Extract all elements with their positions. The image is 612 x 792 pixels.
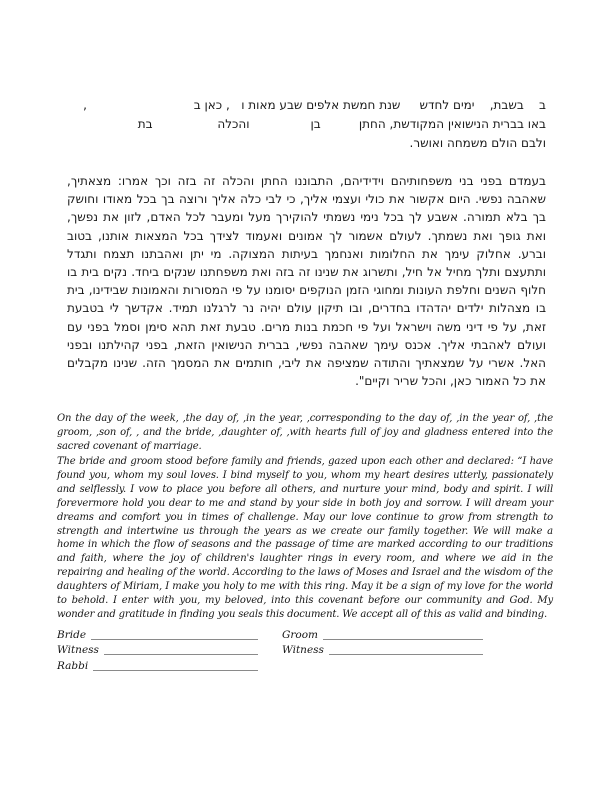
witness-right-signature-row bbox=[282, 642, 483, 658]
hebrew-opening-section bbox=[67, 96, 546, 153]
hebrew-opening-line: ולבם הולם משמחה ואושר. bbox=[409, 136, 546, 150]
rabbi-signature-row bbox=[57, 657, 258, 673]
hebrew-opening-line: ב בשבת, ימים לחדש שנת חמשת אלפים שבע מאות ו , כאן ב , bbox=[83, 98, 546, 112]
witness-left-signature-row bbox=[57, 642, 258, 658]
witness-left-label: Witness bbox=[57, 644, 99, 657]
groom-signature-line[interactable] bbox=[323, 639, 483, 640]
rabbi-label: Rabbi bbox=[57, 660, 89, 673]
witness-left-signature-line[interactable] bbox=[104, 654, 258, 655]
signature-column-right bbox=[282, 626, 483, 657]
english-declaration-paragraph: The bride and groom stood before family and friends, gazed upon each other and declared: “I have found you, whom my soul loves. I bind myself to you, whom my heart desires utterly, passionately and selflessly. I vow to place you before all others, and nurture your mind, body and spirit. I will forevermore hold you dear to me and stand by your side in both joy and sorrow. I will dream your dreams and comfort you in times of challenge. May our love continue to grow from strength to strength and intertwine us through the years as we create our family together. We will make a home in which the flow of seasons and the passage of time are marked according to our traditions and faith, where the joy of children's laughter rings in every room, and where we aid in the repairing and healing of the world. According to the laws of Moses and Israel and the wisdom of the daughters of Miriam, I make you holy to me with this ring. May it be a sign of my love for the world to behold. I enter with you, my beloved, into this covenant before our community and God. My wonder and gratitude in finding you seals this document. We accept all of this as valid and binding. bbox=[57, 456, 553, 620]
hebrew-opening-line: באו בברית הנישואין המקודשת, החתן בן והכלה בת bbox=[137, 117, 546, 131]
hebrew-declaration-paragraph: בעמדם בפני בני משפחותיהם וידידיהם, התבוננו החתן והכלה זה בזה וכך אמרו: מצאתיך, שאהבה נפשי. היום אקשור את כולי ועצמי אליך, כי לבי כלה אליך ורוצה בך בכל מאודו וחושק בך בלא תמורה. אשבע לך בכל נימי נשמתי להוקירך מעל ומעבר לכל האדם, לזון את נפשך, ואת גופך ואת נשמתך. לעולם אשמור לך אמונים ואעמוד לצידך בכל המצאות אותנו, בטוב וברע. אחלוק עימך את החלומות ואנחמך בעיתות המצוקה. מי יתן ואהבתנו תצמח ותגדל ותתעצם ותלך מחיל אל חיל, ותשרוג את שנינו זה בזה ואת משפחתנו שנקים ביחד. נקים בית בו חלוף השנים וחלפת העונות ומחוגי הזמן הנוקפים יסומנו על פי המסורות והאמונות שבידינו, בית בו מצהלות ילדים יהדהדו בחדרים, ובו תיקון עולם יהיה נר לרגלנו תמיד. אקדשך לי בטבעת זאת, על פי דיני משה וישראל ועל פי חכמת בנות מרים. טבעת זאת תהא סימן וסמל בפני עם ועולם לאהבתי אליך. אכנס עימך שאהבה נפשי, בברית הנישואין הזאת, בפני קהילתנו ובפני האל. אשרי על שמצאתיך והתודה שמציפה את ליבי, חותמים את המסמך הזה. שנינו מקבלים את כל האמור כאן, והכל שריר וקיים". bbox=[67, 174, 546, 389]
bride-signature-line[interactable] bbox=[91, 639, 258, 640]
signature-column-left bbox=[57, 626, 258, 673]
bride-label: Bride bbox=[57, 628, 87, 641]
rabbi-signature-line[interactable] bbox=[93, 670, 258, 671]
bride-signature-row bbox=[57, 626, 258, 642]
witness-right-label: Witness bbox=[282, 644, 324, 657]
witness-right-signature-line[interactable] bbox=[329, 654, 483, 655]
groom-signature-row bbox=[282, 626, 483, 642]
signature-section bbox=[57, 626, 483, 676]
groom-label: Groom bbox=[282, 628, 319, 641]
english-date-paragraph: On the day of the week, ,the day of, ,in the year, ,corresponding to the day of, ,in the year of, ,the groom, ,son of, , and the bride, ,daughter of, ,with hearts full of joy and gladness entered into the sacred covenant of marriage. bbox=[57, 413, 553, 452]
